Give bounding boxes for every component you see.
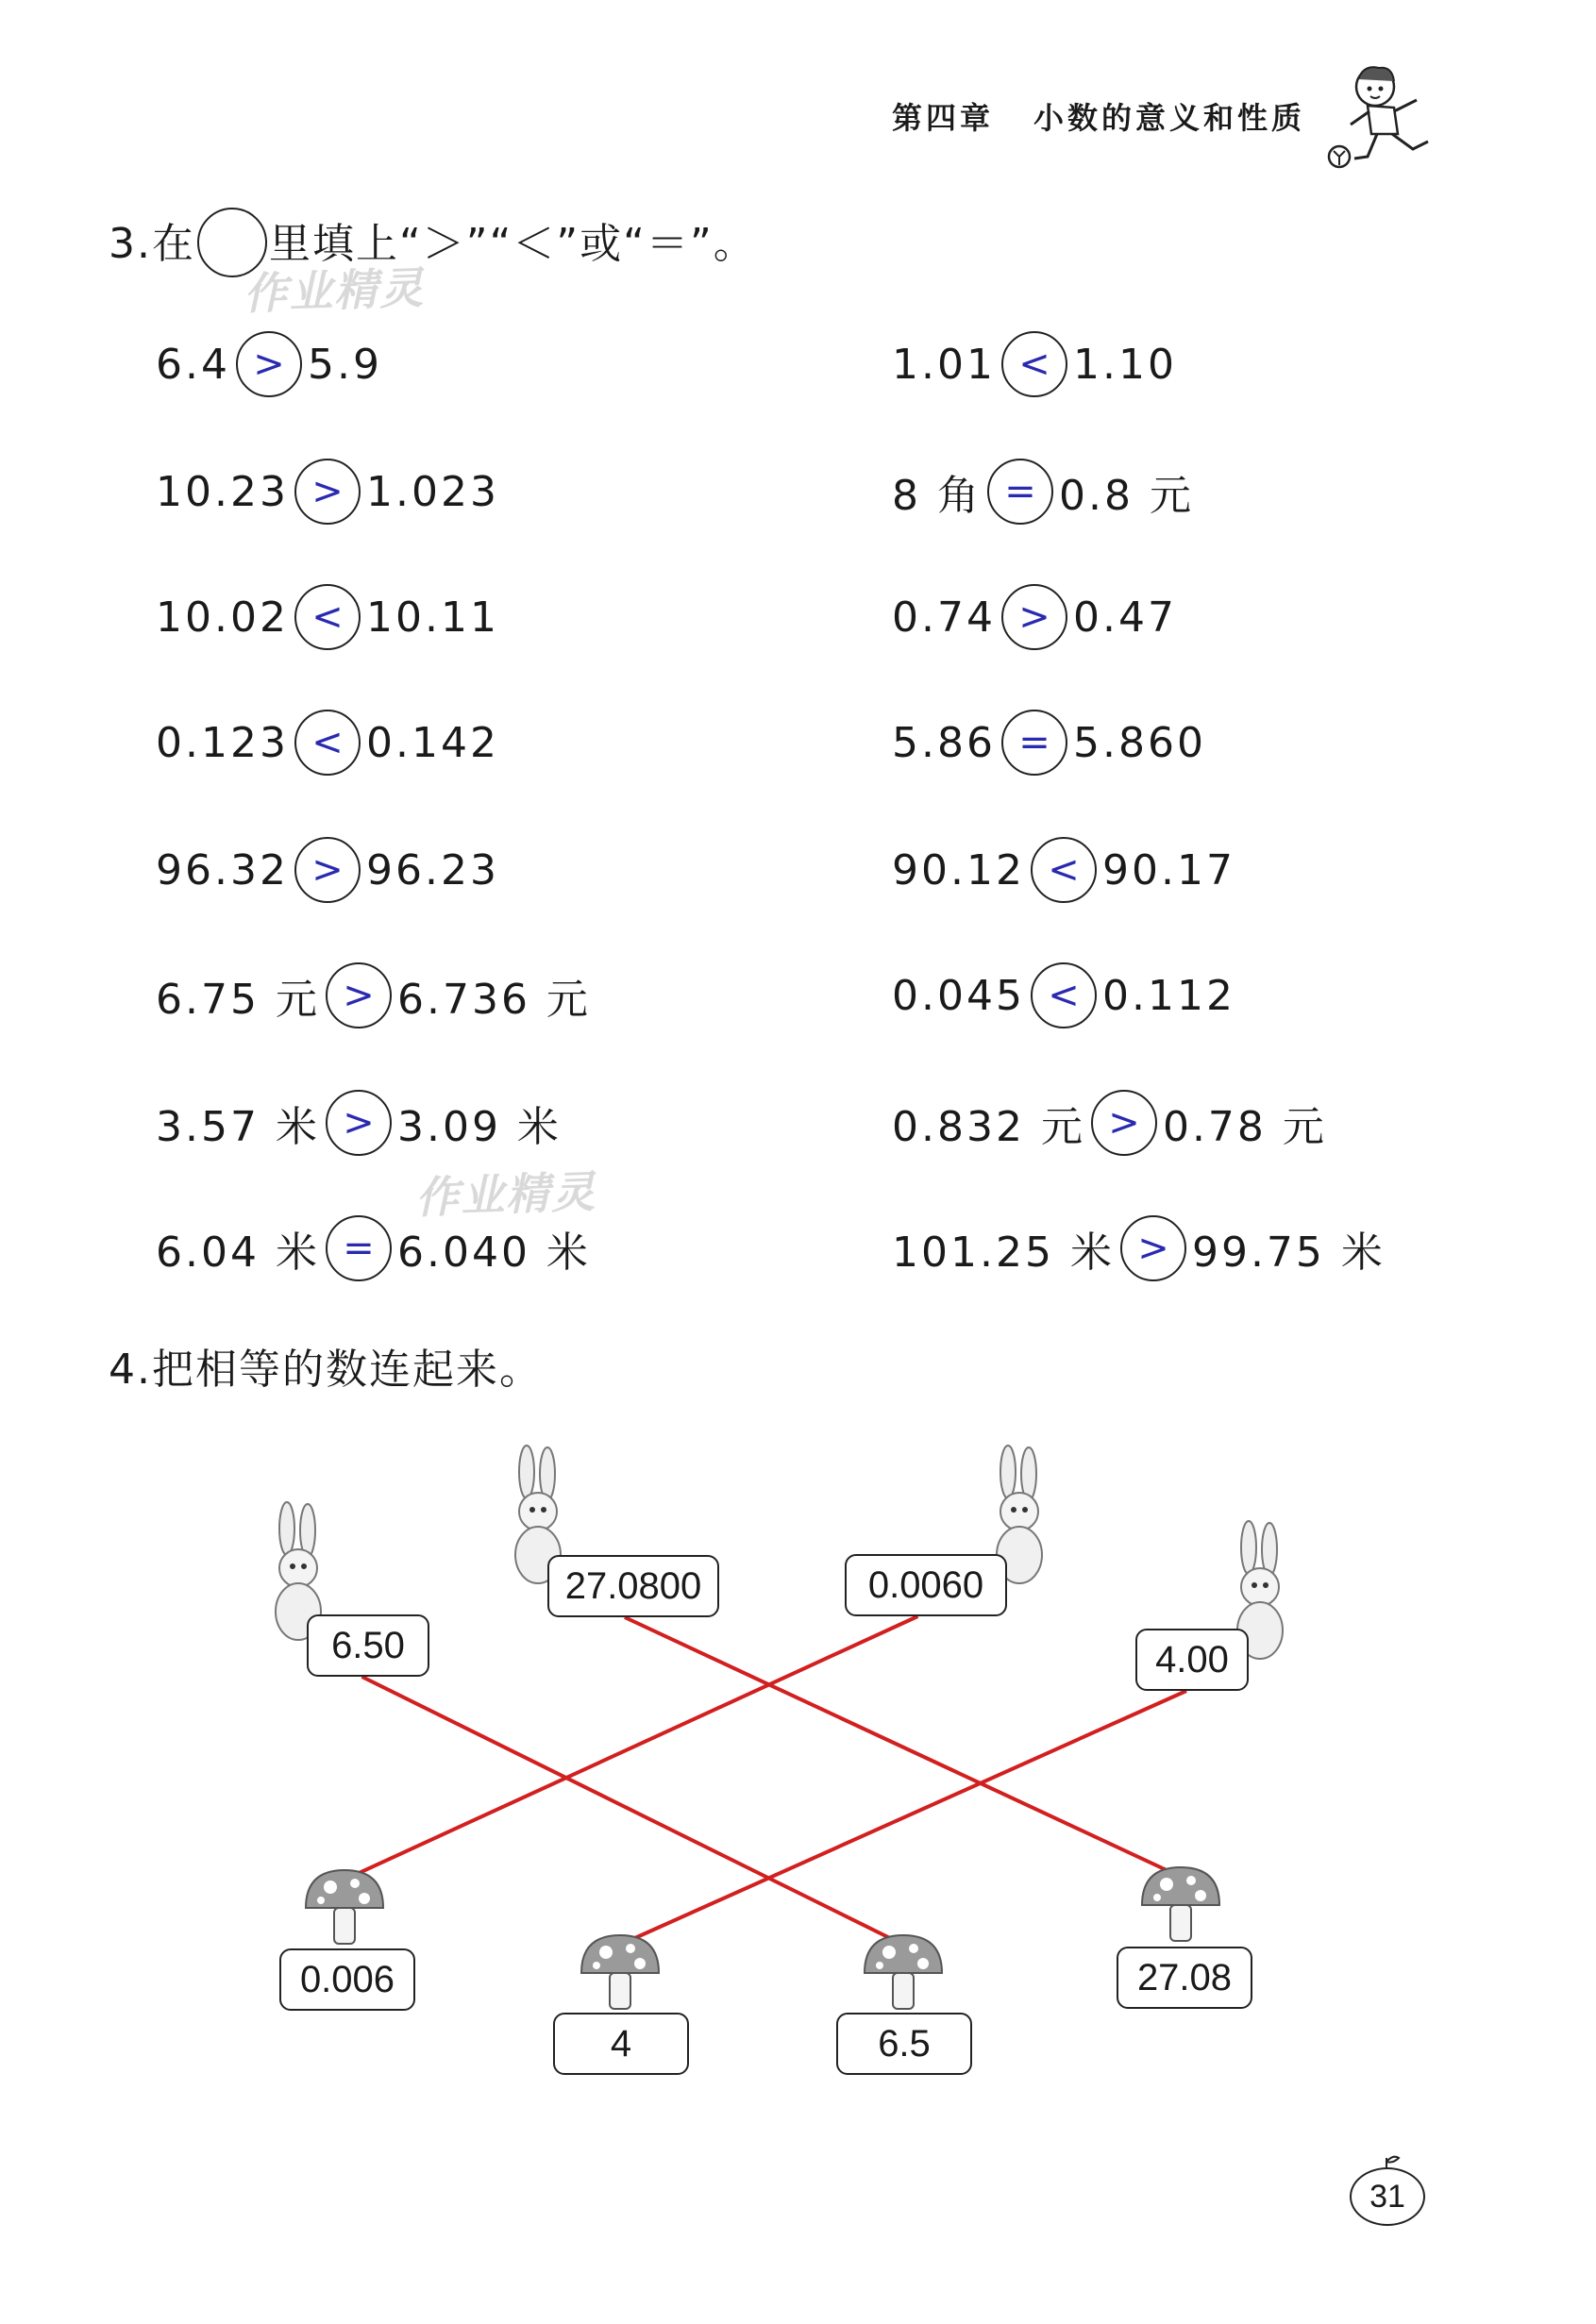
comparison-right-value: 6.040 米 [396, 1229, 591, 1277]
comparison-right-value: 0.8 元 [1058, 472, 1194, 520]
question-text-part1: 在 [151, 220, 195, 268]
mushroom-icon [578, 1931, 663, 2011]
answer-circle[interactable]: > [326, 962, 392, 1028]
answer-circle[interactable]: > [326, 1090, 392, 1156]
comparison-left-value: 0.123 [156, 718, 289, 767]
rabbit-number-box[interactable]: 4.00 [1135, 1629, 1249, 1691]
mushroom-number-box[interactable]: 27.08 [1117, 1947, 1252, 2009]
comparison-left-value: 8 角 [892, 472, 982, 520]
answer-circle[interactable]: < [1001, 331, 1067, 397]
comparison-right-value: 0.112 [1101, 971, 1235, 1020]
answer-circle[interactable]: > [1120, 1215, 1186, 1281]
rabbit-number-box[interactable]: 27.0800 [547, 1555, 719, 1617]
answer-circle[interactable]: > [294, 837, 361, 903]
comparison-right-value: 0.142 [365, 718, 499, 767]
comparison-left-value: 90.12 [892, 845, 1025, 894]
comparison-right-value: 0.47 [1072, 593, 1177, 642]
mushroom-number-box[interactable]: 4 [553, 2013, 689, 2075]
comparison-left-value: 3.57 米 [156, 1103, 320, 1151]
answer-circle[interactable]: > [1001, 584, 1067, 650]
comparison-left-value: 1.01 [892, 340, 996, 389]
comparison-right-value: 96.23 [365, 845, 499, 894]
answer-circle[interactable]: > [236, 331, 302, 397]
chapter-topic: 小数的意义和性质 [1033, 100, 1306, 136]
comparison-left-value: 0.74 [892, 593, 996, 642]
comparison-right-value: 5.9 [307, 340, 382, 389]
comparison-right-value: 3.09 米 [396, 1103, 562, 1151]
answer-circle[interactable]: < [1031, 837, 1097, 903]
comparison-right-value: 90.17 [1101, 845, 1235, 894]
comparison-left-value: 101.25 米 [892, 1229, 1115, 1277]
comparison-left-value: 0.832 元 [892, 1103, 1085, 1151]
comparison-left-value: 10.02 [156, 593, 289, 642]
question-text: 把相等的数连起来。 [151, 1346, 543, 1394]
comparison-left-value: 5.86 [892, 718, 996, 767]
comparison-right-value: 6.736 元 [396, 976, 591, 1024]
mushroom-icon [302, 1866, 387, 1946]
mushroom-number-box[interactable]: 0.006 [279, 1948, 415, 2011]
connection-line [620, 1691, 1186, 1945]
connection-line [625, 1617, 1181, 1877]
comparison-left-value: 6.4 [156, 340, 230, 389]
page-number-badge [1350, 2154, 1425, 2230]
question-text-part2: 里填上“＞”“＜”或“＝”。 [268, 220, 757, 268]
mushroom-icon [1138, 1864, 1223, 1943]
comparison-right-value: 1.10 [1072, 340, 1177, 389]
answer-circle[interactable]: = [326, 1215, 392, 1281]
answer-circle[interactable]: = [1001, 710, 1067, 776]
mushroom-number-box[interactable]: 6.5 [836, 2013, 972, 2075]
page-number: 31 [1350, 2167, 1425, 2226]
answer-circle[interactable]: < [1031, 962, 1097, 1028]
answer-circle[interactable]: < [294, 584, 361, 650]
comparison-right-value: 1.023 [365, 467, 499, 516]
rabbit-number-box[interactable]: 6.50 [307, 1614, 429, 1677]
rabbit-number-box[interactable]: 0.0060 [845, 1554, 1007, 1616]
comparison-left-value: 0.045 [892, 971, 1025, 1020]
answer-circle[interactable]: < [294, 710, 361, 776]
question-number: 4. [109, 1346, 152, 1394]
comparison-right-value: 99.75 米 [1191, 1229, 1386, 1277]
comparison-left-value: 96.32 [156, 845, 289, 894]
comparison-left-value: 10.23 [156, 467, 289, 516]
question-number: 3. [109, 220, 152, 268]
comparison-right-value: 0.78 元 [1162, 1103, 1327, 1151]
answer-circle[interactable]: > [1091, 1090, 1157, 1156]
connection-line [344, 1616, 917, 1880]
comparison-right-value: 10.11 [365, 593, 499, 642]
comparison-right-value: 5.860 [1072, 718, 1206, 767]
comparison-left-value: 6.04 米 [156, 1229, 320, 1277]
watermark: 作业精灵 [414, 1165, 597, 1224]
answer-circle[interactable]: = [987, 459, 1053, 525]
connection-line [362, 1677, 904, 1945]
answer-circle[interactable]: > [294, 459, 361, 525]
mushroom-icon [861, 1931, 946, 2011]
comparison-left-value: 6.75 元 [156, 976, 320, 1024]
chapter-label: 第四章 [892, 100, 995, 136]
watermark: 作业精灵 [243, 261, 426, 320]
